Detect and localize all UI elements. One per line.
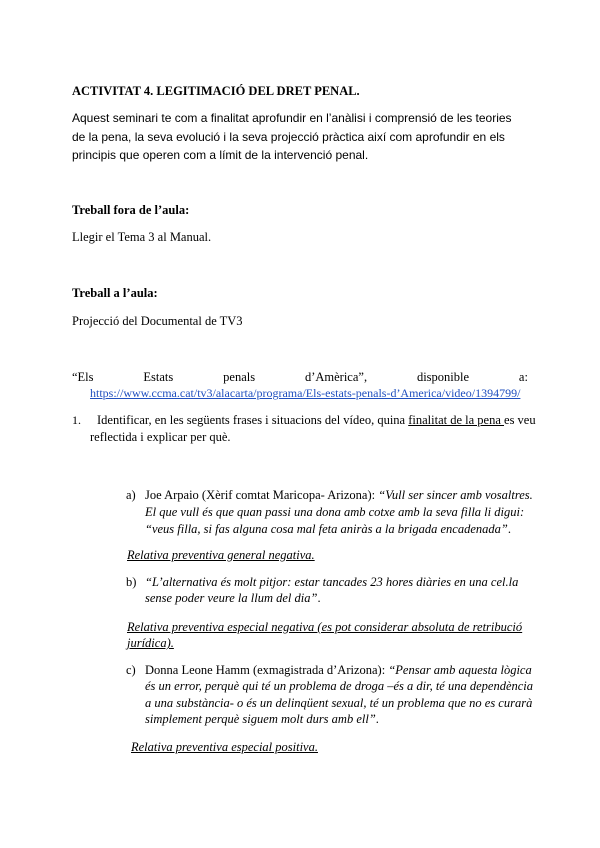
item-b-line-1: “L’alternativa és molt pitjor: estar tancades 23 hores diàries en una cel.la [145,575,519,589]
question-1-line-2: reflectida i explicar per què. [90,430,231,444]
doc-word: “Els [72,370,94,384]
question-number: 1. [72,413,81,427]
item-a-line-2: El que vull és que quan passi una dona amb cotxe amb la seva filla li digui: [145,505,525,519]
item-b-line-2: sense poder veure la llum del dia”. [145,591,321,605]
highlight-term: finalitat de la pena [408,413,505,427]
item-a-marker: a) [126,488,136,502]
item-c-line-1: Donna Leone Hamm (exmagistrada d’Arizona): “Pensar amb aquesta lògica [145,663,532,677]
item-c-line-2: és un error, perquè qui té un problema de droga –és a dir, té una dependència [145,679,534,693]
document-title: ACTIVITAT 4. LEGITIMACIÓ DEL DRET PENAL. [72,84,360,98]
item-c-line-3: a una substància- o és un delinqüent sexual, té un problema que no es curarà [145,696,533,710]
intro-line-3: principis que operen com a límit de la intervenció penal. [72,148,369,162]
item-c-line-4: simplement perquè siguem molt durs amb ell”. [145,712,379,726]
item-c-marker: c) [126,663,136,677]
documentary-link[interactable]: https://www.ccma.cat/tv3/alacarta/programa/Els-estats-penals-d’America/video/1394799/ [90,386,521,400]
item-a-line-3: “veus filla, si fas alguna cosa mal feta aniràs a la brigada encadenada”. [145,522,511,536]
section-heading-inside: Treball a l’aula: [72,286,158,300]
doc-word: disponible [416,370,470,384]
section-text-outside: Llegir el Tema 3 al Manual. [72,230,212,244]
item-a-line-1: Joe Arpaio (Xèrif comtat Maricopa- Arizona): “Vull ser sincer amb vosaltres. [145,488,533,502]
section-heading-outside: Treball fora de l’aula: [72,203,190,217]
intro-line-1: Aquest seminari te com a finalitat aprofundir en l’anàlisi i comprensió de les teories [72,111,512,125]
doc-word: a: [518,370,528,384]
intro-line-2: de la pena, la seva evolució i la seva projecció pràctica així com aprofundir en els [72,130,505,144]
doc-word: d’Amèrica”, [304,370,368,384]
answer-b-line-2: jurídica). [127,636,174,650]
doc-word: Estats [143,370,174,384]
answer-c: Relativa preventiva especial positiva. [131,740,318,754]
item-b-marker: b) [126,575,137,589]
answer-b-line-1: Relativa preventiva especial negativa (es pot considerar absoluta de retribució [127,620,523,634]
question-1-line-1: Identificar, en les següents frases i situacions del vídeo, quina finalitat de la pena es veu [97,413,536,427]
doc-word: penals [223,370,256,384]
section-text-inside: Projecció del Documental de TV3 [72,314,243,328]
answer-a: Relativa preventiva general negativa. [127,548,315,562]
